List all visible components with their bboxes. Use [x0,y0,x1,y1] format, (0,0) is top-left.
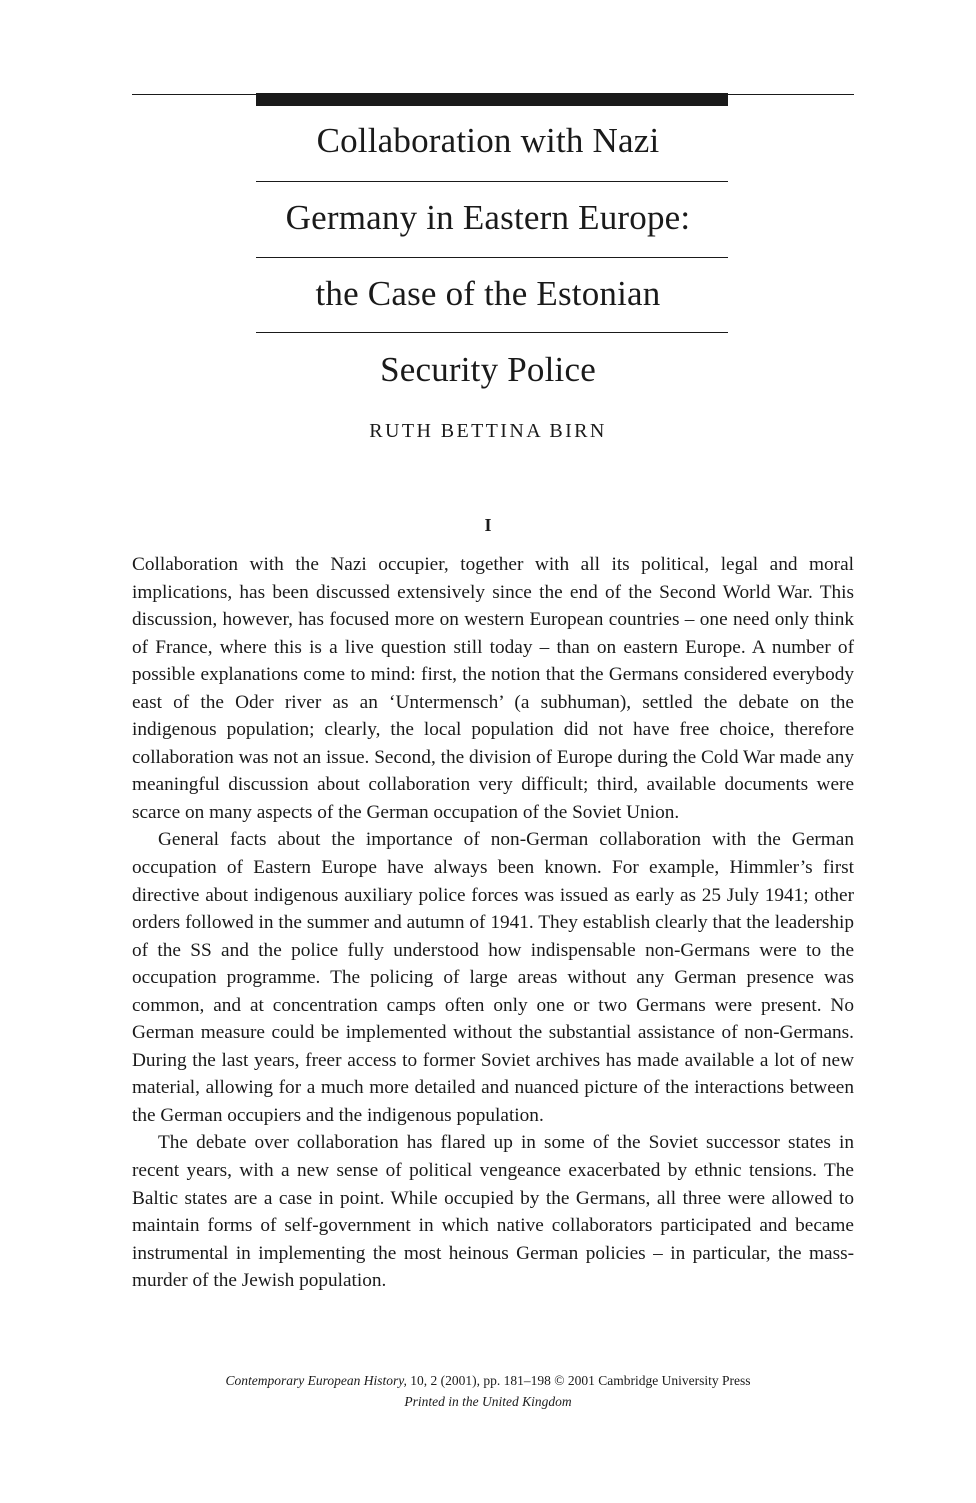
title-rule-2 [256,257,728,258]
article-body [132,551,854,1295]
title-line-2: Germany in Eastern Europe: [285,198,691,237]
footer-citation [0,1371,976,1391]
paragraph-1: Collaboration with the Nazi occupier, together with all its political, legal and moral implications, has been discussed extensively since the end of the Second World War. This discussion, however, has focused more on western European countries – one need only think of France, where this is a live question still today – than on eastern Europe. A number of possible explanations come to mind: first, the notion that the Germans considered everybody east of the Oder river as an ‘Untermensch’ (a subhuman), settled the debate on the indigenous population; clearly, the local population did not have free choice, therefore collaboration was not an issue. Second, the division of Europe during the Cold War made any meaningful discussion about collaboration very difficult; third, available documents were scarce on many aspects of the German occupation of the Soviet Union. [132,554,854,823]
paragraph-3: The debate over collaboration has flared up in some of the Soviet successor states in recent years, with a new sense of political vengeance exacerbated by ethnic tensions. The Baltic states are a case in point. While occupied by the Germans, all three were allowed to maintain forms of self-government in which native collaborators participated and became instrumental in implementing the most heinous German policies – in particular, the mass-murder of the Jewish population. [132,1132,854,1292]
citation-details: 10, 2 (2001), pp. 181–198 © 2001 Cambridge University Press [410,1373,751,1388]
title-rule-1 [256,181,728,182]
paragraph-2: General facts about the importance of non-German collaboration with the German occupation of Eastern Europe have always been known. For example, Himmler’s first directive about indigenous auxiliary police forces was issued as early as 25 July 1941; other orders followed in the summer and autumn of 1941. They establish clearly that the leadership of the SS and the police fully understood how indispensable non-Germans were to the occupation programme. The policing of large areas without any German presence was common, and at concentration camps often only one or two Germans were present. No German measure could be implemented without the substantial assistance of non-Germans. During the last years, freer access to former Soviet archives has made available a lot of new material, allowing for a much more detailed and nuanced picture of the interactions between the German occupiers and the indigenous population. [132,829,854,1126]
footer-printed: Printed in the United Kingdom [404,1394,572,1409]
title-rule-3 [256,332,728,333]
section-number: I [484,515,492,535]
header-thick-rule [256,93,728,106]
title-line-1: Collaboration with Nazi [316,121,660,160]
title-line-3: the Case of the Estonian [315,274,661,313]
title-line-4: Security Police [380,350,596,389]
journal-name: Contemporary European History, [225,1373,407,1388]
author-name: RUTH BETTINA BIRN [369,420,607,442]
